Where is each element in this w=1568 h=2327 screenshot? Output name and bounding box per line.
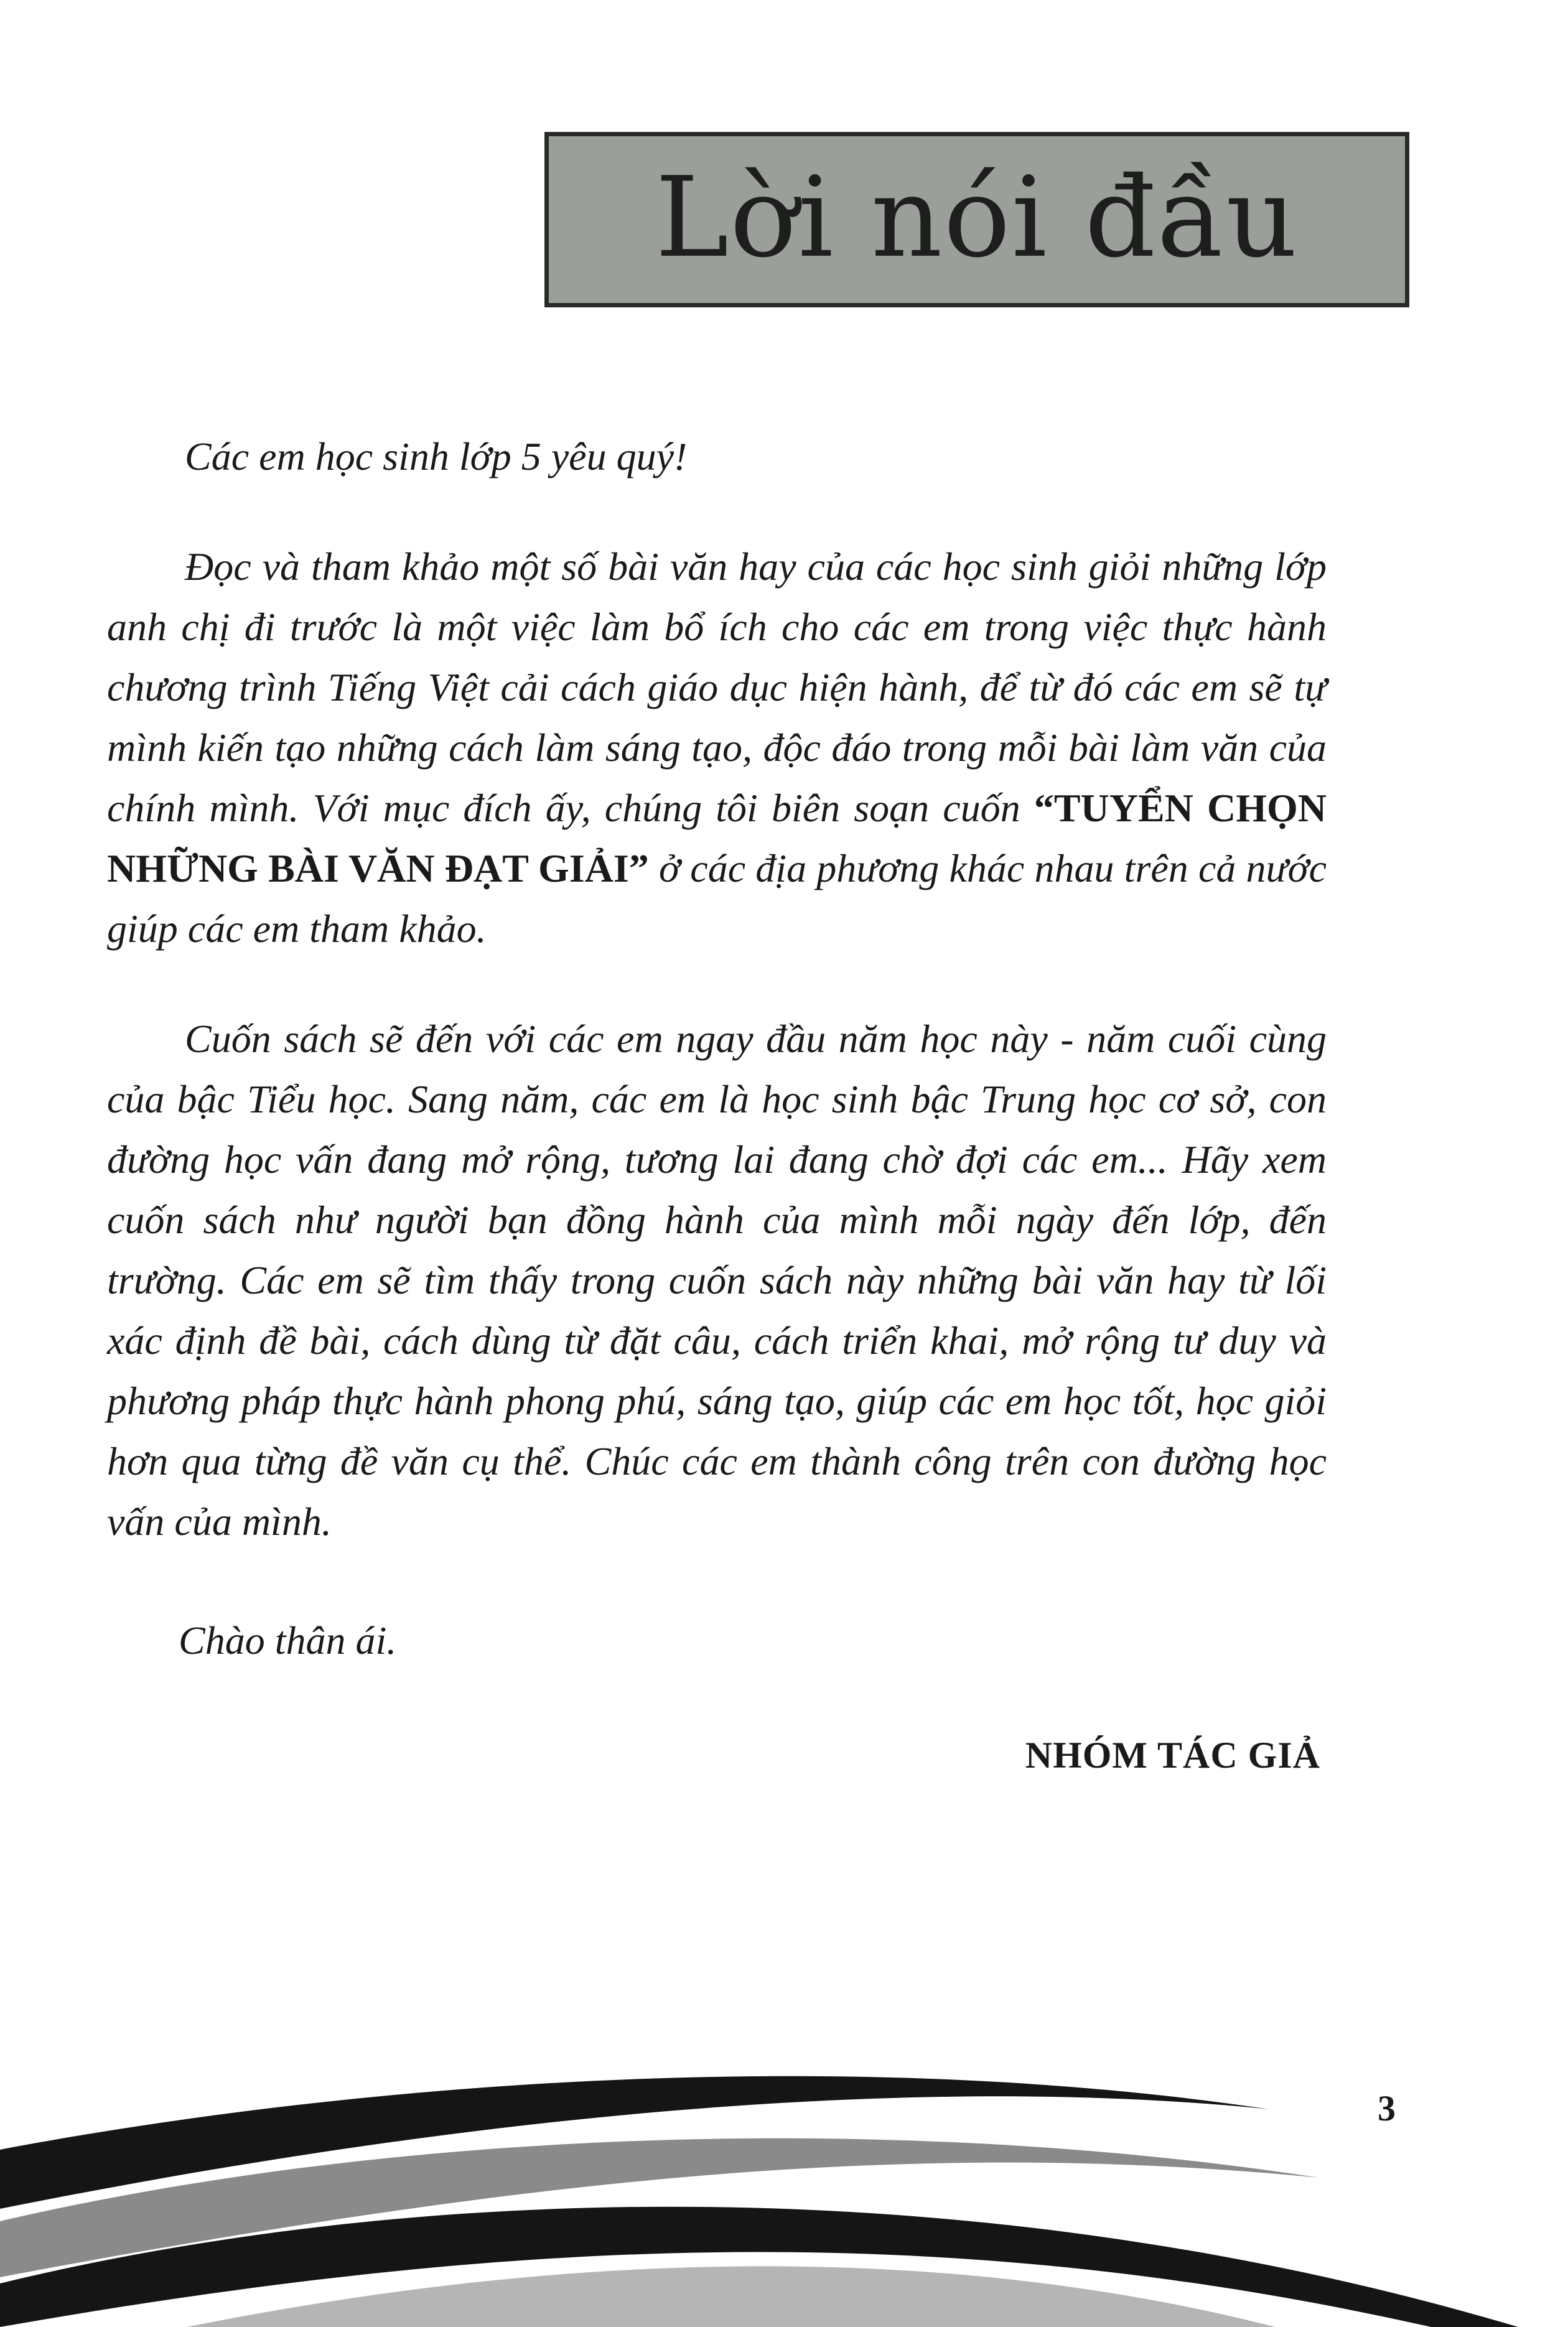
paragraph-1-part-2: ở các địa phương khác nhau trên cả nước giúp các em tham khảo. [107, 846, 1327, 951]
paragraph-1 [107, 536, 1327, 959]
body-text [107, 426, 1327, 1552]
greeting: Các em học sinh lớp 5 yêu quý! [185, 434, 688, 478]
page-title: Lời nói đầu [655, 153, 1299, 282]
paragraph-2: Cuốn sách sẽ đến với các em ngay đầu năm học này - năm cuối cùng của bậc Tiểu học. Sang năm, các em là học sinh bậc Trung học cơ sở, con đường học vấn đang mở rộng, tương lai đang chờ đợi các em... Hãy xem cuốn sách như người bạn đồng hành của mình mỗi ngày đến lớp, đến trường. Các em sẽ tìm thấy trong cuốn sách này những bài văn hay từ lối xác định đề bài, cách dùng từ đặt câu, cách triển khai, mở rộng tư duy và phương pháp thực hành phong phú, sáng tạo, giúp các em học tốt, học giỏi hơn qua từng đề văn cụ thể. Chúc các em thành công trên con đường học vấn của mình. [107, 1017, 1327, 1544]
closing-line: Chào thân ái. [179, 1618, 397, 1662]
wave-decoration [0, 2016, 1568, 2327]
signature: NHÓM TÁC GIẢ [1025, 1735, 1320, 1776]
page-number: 3 [1378, 2088, 1396, 2129]
title-box [544, 132, 1409, 307]
paragraph-1-part-1: Đọc và tham khảo một số bài văn hay của các học sinh giỏi những lớp anh chị đi trước là một việc làm bổ ích cho các em trong việc thực hành chương trình Tiếng Việt cải cách giáo dục hiện hành, để từ đó các em sẽ tự mình kiến tạo những cách làm sáng tạo, độc đáo trong mỗi bài làm văn của chính mình. Với mục đích ấy, chúng tôi biên soạn cuốn [107, 544, 1327, 830]
book-title: “TUYỂN CHỌN NHỮNG BÀI VĂN ĐẠT GIẢI” [107, 786, 1327, 890]
